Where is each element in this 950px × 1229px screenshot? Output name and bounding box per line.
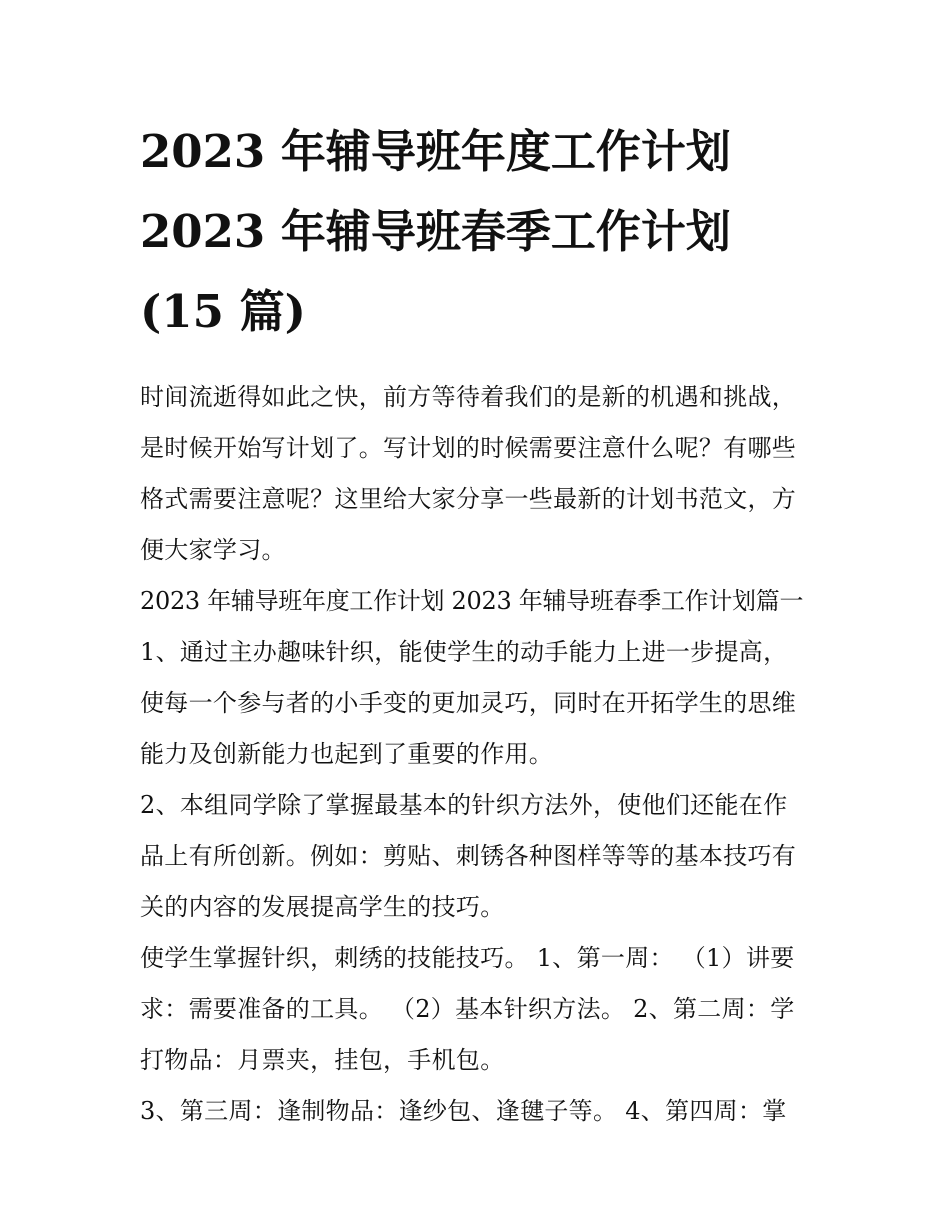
title-line-3: (15 篇)	[140, 285, 306, 338]
text-line: 3、第三周：逢制物品：逢纱包、逢毽子等。 4、第四周：掌	[140, 1097, 787, 1125]
text-line: 2023 年辅导班年度工作计划 2023 年辅导班春季工作计划篇一	[140, 587, 804, 615]
schedule-continued-paragraph	[140, 1086, 820, 1137]
document-title	[140, 112, 820, 352]
text-line: 能力及创新能力也起到了重要的作用。	[140, 740, 554, 768]
text-line: 使每一个参与者的小手变的更加灵巧，同时在开拓学生的思维	[140, 689, 797, 717]
text-line: 是时候开始写计划了。写计划的时候需要注意什么呢？有哪些	[140, 434, 797, 462]
text-line: 使学生掌握针织，刺绣的技能技巧。 1、第一周： （1）讲要	[140, 944, 795, 972]
text-line: 求：需要准备的工具。 （2）基本针织方法。 2、第二周：学	[140, 995, 795, 1023]
text-line: 格式需要注意呢？这里给大家分享一些最新的计划书范文，方	[140, 485, 797, 513]
section-heading-paragraph	[140, 576, 820, 627]
document-page	[140, 112, 820, 1137]
text-line: 2、本组同学除了掌握最基本的针织方法外，使他们还能在作	[140, 791, 788, 819]
point-2-paragraph	[140, 780, 820, 933]
document-body	[140, 372, 820, 1137]
text-line: 时间流逝得如此之快，前方等待着我们的是新的机遇和挑战，	[140, 383, 797, 411]
intro-paragraph	[140, 372, 820, 576]
point-1-paragraph	[140, 627, 820, 780]
text-line: 品上有所创新。例如：剪贴、刺锈各种图样等等的基本技巧有	[140, 842, 797, 870]
schedule-paragraph	[140, 933, 820, 1086]
text-line: 关的内容的发展提高学生的技巧。	[140, 893, 505, 921]
text-line: 打物品：月票夹，挂包，手机包。	[140, 1046, 505, 1074]
title-line-2: 2023 年辅导班春季工作计划	[140, 205, 731, 258]
text-line: 便大家学习。	[140, 536, 286, 564]
title-line-1: 2023 年辅导班年度工作计划	[140, 125, 731, 178]
text-line: 1、通过主办趣味针织，能使学生的动手能力上进一步提高，	[140, 638, 788, 666]
